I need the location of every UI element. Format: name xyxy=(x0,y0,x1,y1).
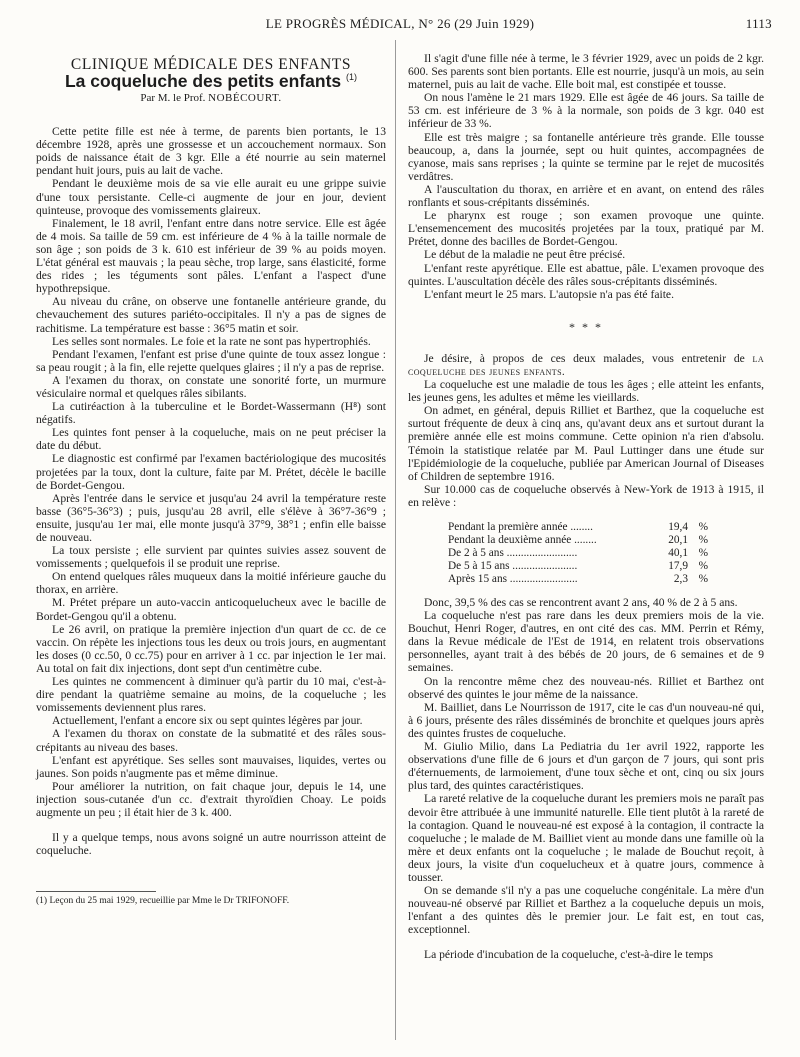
continued-paragraph: La période d'incubation de la coqueluche, c'est-à-dire le temps xyxy=(424,948,714,962)
intro-text: Je désire, à propos de ces deux malades, vous entretenir de xyxy=(424,351,745,365)
paragraph: Le 26 avril, on pratique la première injection d'un quart de cc. de ce vaccin. On répète les injections tous les deux ou trois jours, en augmentant les doses (0 cc.50, 0 cc.75) pour en arriver à 1 cc. par injection le 1er mai. Au total on fait dix injections, dont sept d'un centimètre cube. xyxy=(36,622,386,675)
stat-unit: % xyxy=(698,573,708,585)
section-separator-stars: * * * xyxy=(569,319,603,334)
paragraph: On admet, en général, depuis Rilliet et Barthez, que la coqueluche est surtout fréquente de deux à cinq ans, qu'avant deux ans et surtout durant la première année elle est moins commune. Cette opinion n'a rien d'absolu. Témoin la statistique relatée par M. Paul Luttinger dans une étude sur l'Epidémiologie de la coqueluche, publiée par American Journal of Diseases of Children de septembre 1916. xyxy=(408,404,764,483)
paragraph: L'enfant reste apyrétique. Elle est abattue, pâle. L'examen provoque des quintes. L'auscultation décèle des râles sous-crépitants disséminés. xyxy=(408,261,764,288)
stat-value: 40,1 xyxy=(668,547,688,559)
stat-unit: % xyxy=(698,547,708,559)
spacer xyxy=(36,819,386,831)
footnote-rule xyxy=(36,891,156,892)
paragraph: On entend quelques râles muqueux dans la moitié inférieure gauche du thorax, en arrière. xyxy=(36,570,386,597)
intro-topic: la coqueluche des jeunes enfants. xyxy=(408,351,764,378)
paragraph: Au niveau du crâne, on observe une fontanelle antérieure grande, du chevauchement des sutures pariéto-occipitales. Il n'y a pas de signes de rachitisme. La température est basse : 36°5 matin et soir. xyxy=(36,295,386,335)
age-statistics-table xyxy=(448,521,708,586)
stat-label: Pendant la première année ........ xyxy=(448,521,593,533)
paragraph: L'enfant est apyrétique. Ses selles sont mauvaises, liquides, vertes ou jaunes. Son poids n'augmente pas et même diminue. xyxy=(36,753,386,780)
stat-unit: % xyxy=(698,521,708,533)
paragraph: Pendant l'examen, l'enfant est prise d'une quinte de toux assez longue : sa peau rougit ; à la fin, elle rejette quelques glaires ; il n'y a pas de reprise. xyxy=(36,347,386,374)
byline-prefix: Par M. le Prof. xyxy=(140,92,206,105)
paragraph: Finalement, le 18 avril, l'enfant entre dans notre service. Elle est âgée de 4 mois. Sa taille de 59 cm. est inférieure de 4 % à la taille normale de son âge ; son poids de 3 k. 610 est inférieur de 39 % au poids moyen. L'état général est mauvais ; la peau sèche, trop large, sans élasticité, forme des rides ; les téguments sont pâles. L'enfant a l'aspect d'une hypothrepsique. xyxy=(36,216,386,296)
paragraph: On se demande s'il n'y a pas une coqueluche congénitale. La mère d'un nouveau-né observé par Rilliet et Barthez a la coqueluche depuis un mois, l'enfant a des quintes dès le premier jour. Le fait est, en tout cas, exceptionnel. xyxy=(408,884,764,937)
paragraph: Cette petite fille est née à terme, de parents bien portants, le 13 décembre 1928, après une grossesse et un accouchement normaux. Son poids de naissance était de 3 kgr. Elle a été nourrie au sein maternel pendant huit jours, puis au lait de vache. xyxy=(36,125,386,178)
article-title xyxy=(36,70,386,91)
paragraph: Pour améliorer la nutrition, on fait chaque jour, depuis le 14, une injection sous-cutanée d'un cc. d'extrait thyroïdien Choay. Le poids augmente un peu ; il était hier de 3 k. 400. xyxy=(36,779,386,819)
paragraph: Sur 10.000 cas de coqueluche observés à New-York de 1913 à 1915, il en relève : xyxy=(408,482,764,509)
paragraph: M. Prétet prépare un auto-vaccin anticoquelucheux avec le bacille de Bordet-Gengou qu'il a obtenu. xyxy=(36,596,386,623)
paragraph: La rareté relative de la coqueluche durant les premiers mois ne paraît pas devoir être attribuée à une immunité naturelle. Elle tient plutôt à la rareté de la contagion. Quand le nouveau-né est exposé à la contagion, il contracte la coqueluche ; le malade de M. Bailliet vient au monde dans une famille où la mère et deux enfants ont la coqueluche ; le malade de Bouchut reçoit, à deux jours, la visite d'un coquelucheux et à quatre jours, commence à tousser. xyxy=(408,792,764,884)
table-row xyxy=(448,560,708,573)
paragraph: L'enfant meurt le 25 mars. L'autopsie n'a pas été faite. xyxy=(424,287,674,301)
paragraph: La coqueluche est une maladie de tous les âges ; elle atteint les enfants, les jeunes gens, les adultes et même les vieillards. xyxy=(408,378,764,405)
paragraph: Les selles sont normales. Le foie et la rate ne sont pas hypertrophiés. xyxy=(52,334,371,348)
stat-value: 2,3 xyxy=(673,573,688,585)
intro-paragraph xyxy=(408,352,764,378)
stat-label: Pendant la deuxième année ........ xyxy=(448,534,597,546)
paragraph: A l'examen du thorax, on constate une sonorité forte, un murmure vésiculaire normal et quelques râles sibilants. xyxy=(36,373,386,400)
stat-unit: % xyxy=(698,560,708,572)
paragraph: A l'auscultation du thorax, en arrière et en avant, on entend des râles ronflants et sous-crépitants disséminés. xyxy=(408,182,764,210)
stat-value: 17,9 xyxy=(668,560,688,572)
paragraph: Les quintes font penser à la coqueluche, mais on ne peut préciser la date du début. xyxy=(36,426,386,453)
page-header xyxy=(28,16,772,36)
paragraph: Pendant le deuxième mois de sa vie elle aurait eu une grippe suivie d'une toux persistante. Celle-ci augmente de jour en jour, devient quinteuse, provoque des vomissements glaireux. xyxy=(36,177,386,217)
paragraph: On la rencontre même chez des nouveau-nés. Rilliet et Barthez ont observé des quintes le jour même de la naissance. xyxy=(408,674,764,701)
paragraph: Le début de la maladie ne peut être précisé. xyxy=(424,248,626,262)
paragraph: La cutiréaction à la tuberculine et le Bordet-Wassermann (H⁸) sont négatifs. xyxy=(36,400,386,427)
running-title: LE PROGRÈS MÉDICAL, N° 26 (29 Juin 1929) xyxy=(265,16,535,31)
stat-value: 20,1 xyxy=(668,534,688,546)
paragraph: Il s'agit d'une fille née à terme, le 3 février 1929, avec un poids de 2 kgr. 600. Ses parents sont bien portants. Elle est nourrie, jusqu'à un mois, au sein maternel, puis au lait de vache. Elle boit mal, est constipée et tousse. xyxy=(408,52,764,92)
paragraph: La toux persiste ; elle survient par quintes suivies assez souvent de vomissements ; quelquefois il se produit une reprise. xyxy=(36,544,386,571)
byline xyxy=(36,92,386,105)
author: NOBÉCOURT. xyxy=(208,92,282,105)
column-divider xyxy=(395,40,396,1040)
paragraph: Donc, 39,5 % des cas se rencontrent avant 2 ans, 40 % de 2 à 5 ans. xyxy=(424,596,738,609)
spacer xyxy=(408,936,764,948)
table-row xyxy=(448,573,708,586)
left-column xyxy=(36,58,386,907)
table-row xyxy=(448,521,708,534)
paragraph: Les quintes ne commencent à diminuer qu'à partir du 10 mai, c'est-à-dire pendant la quatrième semaine au moins, de la coqueluche ; les vomissements deviennent plus rares. xyxy=(36,675,386,715)
section-title: CLINIQUE MÉDICALE DES ENFANTS xyxy=(70,56,352,73)
paragraph: Elle est très maigre ; sa fontanelle antérieure très grande. Elle tousse beaucoup, a, dans la journée, sept ou huit quintes, accompagnées de cyanose, mais sans reprises ; la quinte se termine par le rejet de mucosités verdâtres. xyxy=(408,130,764,183)
paragraph: M. Giulio Milio, dans La Pediatria du 1er avril 1922, rapporte les observations d'une fille de 6 jours et d'un garçon de 7 jours, qui sont pris d'éternuements, de larmoiement, d'une toux sèche et ont, cinq ou six jours plus tard, des quintes caractéristiques. xyxy=(408,740,764,793)
footnote-mark: (1) xyxy=(346,72,358,83)
paragraph: Après l'entrée dans le service et jusqu'au 24 avril la température reste basse (36°5-36°3) ; puis, jusqu'au 28 avril, elle s'élève à 36°7-36°9 ; ensuite, jusqu'au 1er mai, elle monte jusqu'à 37°9, 38°1 ; enfin elle baisse de nouveau. xyxy=(36,491,386,545)
paragraph: La coqueluche n'est pas rare dans les deux premiers mois de la vie. Bouchut, Henri Roger, d'autres, en ont cité des cas. MM. Perrin et Rémy, dans la Revue médicale de l'Est de 1914, en relatent trois observations personnelles, ayant trait à des bébés de 20 jours, de 6 semaines et de 9 semaines. xyxy=(408,609,764,675)
paragraph: On nous l'amène le 21 mars 1929. Elle est âgée de 46 jours. Sa taille de 53 cm. est inférieure de 3 % à la normale, son poids de 3 kgr. 040 est inférieur de 33 %. xyxy=(408,91,764,131)
article-title-text: La coqueluche des petits enfants xyxy=(64,70,342,91)
stat-label: De 2 à 5 ans ......................... xyxy=(448,547,578,559)
table-row xyxy=(448,547,708,560)
stat-label: Après 15 ans ........................ xyxy=(448,573,578,585)
page-number: 1113 xyxy=(745,16,772,31)
paragraph: Actuellement, l'enfant a encore six ou sept quintes légères par jour. xyxy=(52,714,363,728)
paragraph: A l'examen du thorax on constate de la submatité et des râles sous-crépitants au niveau des bases. xyxy=(36,727,386,754)
footnote: (1) Leçon du 25 mai 1929, recueillie par Mme le Dr TRIFONOFF. xyxy=(36,896,290,907)
stat-label: De 5 à 15 ans ....................... xyxy=(448,560,578,572)
table-row xyxy=(448,534,708,547)
stat-value: 19,4 xyxy=(668,521,688,533)
stat-unit: % xyxy=(698,534,708,546)
paragraph: M. Bailliet, dans Le Nourrisson de 1917, cite le cas d'un nouveau-né qui, à 6 jours, présente des râles disséminés de bronchite et quelques jours après des quintes frustes de coqueluche. xyxy=(408,700,764,740)
paragraph: Le pharynx est rouge ; son examen provoque une quinte. L'ensemencement des mucosités projetées par la toux, pratiqué par M. Prétet, donne des bacilles de Bordet-Gengou. xyxy=(408,209,764,249)
closing-paragraph: Il y a quelque temps, nous avons soigné un autre nourrisson atteint de coqueluche. xyxy=(36,831,386,858)
paragraph: Le diagnostic est confirmé par l'examen bactériologique des mucosités projetées par la toux, dont la culture, faite par M. Prétet, décèle le bacille de Bordet-Gengou. xyxy=(36,452,386,492)
right-column xyxy=(408,52,764,962)
